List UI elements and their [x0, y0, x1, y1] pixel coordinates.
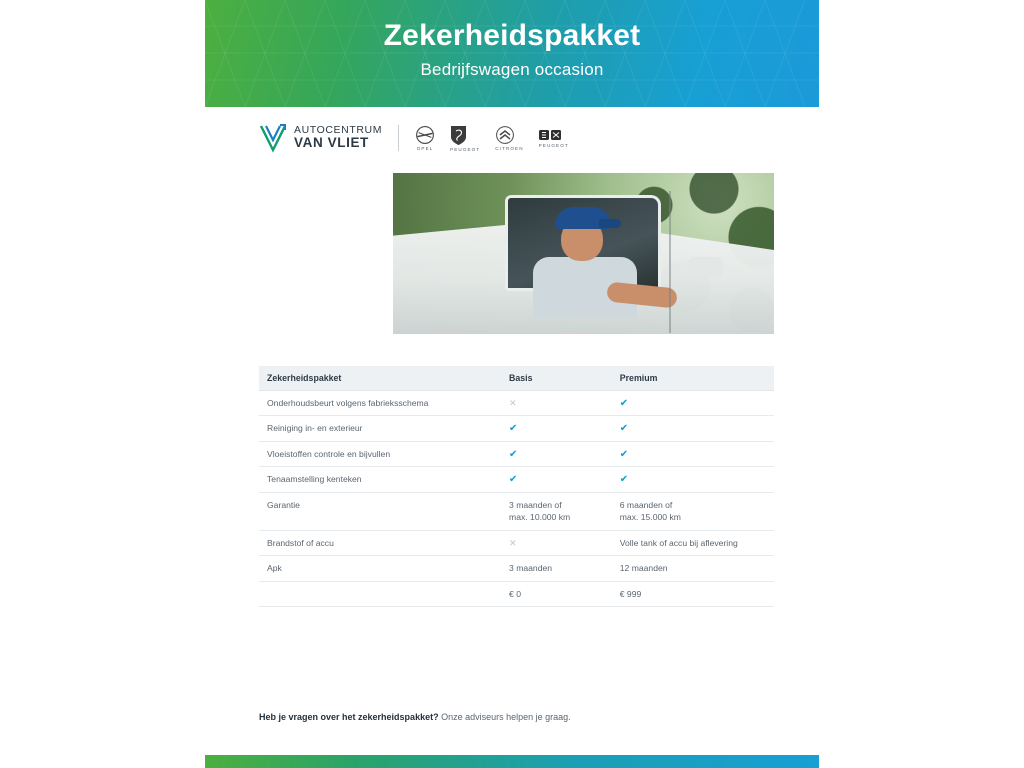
cell-feature: Apk — [259, 556, 501, 581]
table-row — [259, 416, 774, 441]
cell-feature: Brandstof of accu — [259, 530, 501, 555]
cell-premium-check-icon — [612, 391, 774, 416]
cell-basis-cross-icon — [501, 530, 612, 555]
hero-door-seam — [669, 191, 671, 333]
peugeot-wordmark-logo-icon — [539, 128, 565, 142]
oem-brand-peugeot — [450, 125, 480, 152]
hero-driver-cap-icon — [555, 207, 611, 229]
table-body — [259, 391, 774, 607]
oem-brand-label: PEUGEOT — [450, 146, 481, 152]
table-row — [259, 530, 774, 555]
table-row — [259, 441, 774, 466]
van-vliet-wordmark — [294, 125, 382, 150]
check-icon: ✔ — [509, 474, 518, 486]
oem-brand-citroen — [495, 125, 523, 151]
peugeot-lion-logo-icon — [450, 125, 467, 146]
brand-divider — [398, 125, 399, 151]
cross-icon: ✕ — [509, 537, 517, 548]
cell-feature: Reiniging in- en exterieur — [259, 416, 501, 441]
check-icon: ✔ — [619, 398, 629, 409]
oem-brand-label: CITROEN — [495, 146, 524, 151]
cell-basis: 3 maanden — [501, 556, 612, 581]
check-icon: ✔ — [509, 423, 518, 435]
footer-question-rest: Onze adviseurs helpen je graag. — [441, 712, 571, 722]
page-title: Zekerheidspakket — [383, 19, 641, 52]
logo-line-1: AUTOCENTRUM — [294, 124, 383, 137]
cell-basis: € 0 — [501, 581, 612, 606]
cell-premium-check-icon — [612, 467, 774, 492]
cell-feature: Vloeistoffen controle en bijvullen — [259, 441, 501, 466]
oem-logo-row — [415, 125, 569, 152]
oem-brand-opel — [415, 125, 435, 151]
oem-brand-label: PEUGEOT — [538, 143, 569, 148]
opel-logo-icon — [415, 125, 435, 145]
footer-question — [259, 712, 571, 722]
check-icon: ✔ — [509, 448, 518, 460]
cell-premium: 12 maanden — [612, 556, 774, 581]
header-banner — [205, 0, 819, 107]
logo-line-2: VAN VLIET — [294, 135, 369, 151]
cell-feature: Tenaamstelling kenteken — [259, 467, 501, 492]
cell-basis-cross-icon — [501, 391, 612, 416]
cell-basis-check-icon — [501, 416, 612, 441]
oem-brand-label: OPEL — [416, 146, 434, 151]
column-header-basis: Basis — [501, 366, 612, 391]
table-row — [259, 467, 774, 492]
citroen-chevrons-logo-icon — [495, 125, 515, 145]
check-icon: ✔ — [619, 423, 629, 435]
cell-premium: € 999 — [612, 581, 774, 606]
column-header-feature: Zekerheidspakket — [259, 366, 501, 391]
cell-premium-check-icon — [612, 416, 774, 441]
cell-premium: Volle tank of accu bij aflevering — [612, 530, 774, 555]
cell-basis-check-icon — [501, 467, 612, 492]
package-comparison-table — [259, 366, 774, 607]
table-row — [259, 581, 774, 606]
check-icon: ✔ — [619, 448, 629, 460]
check-icon: ✔ — [619, 474, 629, 486]
table-row — [259, 391, 774, 416]
footer-gradient-bar — [205, 755, 819, 768]
cell-basis-check-icon — [501, 441, 612, 466]
footer-question-bold: Heb je vragen over het zekerheidspakket? — [259, 712, 439, 722]
column-header-premium: Premium — [612, 366, 774, 391]
table-row — [259, 556, 774, 581]
table-row — [259, 492, 774, 530]
brand-bar — [259, 120, 569, 156]
cell-premium: 6 maanden of max. 15.000 km — [612, 492, 774, 530]
cell-feature — [259, 581, 501, 606]
hero-image — [393, 173, 774, 334]
cross-icon: ✕ — [509, 398, 517, 408]
cell-basis: 3 maanden of max. 10.000 km — [501, 492, 612, 530]
page-subtitle: Bedrijfswagen occasion — [420, 60, 604, 79]
hero-side-mirror — [689, 257, 723, 277]
table-header-row — [259, 366, 774, 391]
cell-premium-check-icon — [612, 441, 774, 466]
cell-feature: Garantie — [259, 492, 501, 530]
oem-brand-peugeot-wordmark — [539, 128, 569, 148]
banner-text-block — [205, 0, 819, 80]
cell-feature: Onderhoudsbeurt volgens fabrieksschema — [259, 391, 501, 416]
van-vliet-v-logo-icon — [259, 123, 287, 153]
